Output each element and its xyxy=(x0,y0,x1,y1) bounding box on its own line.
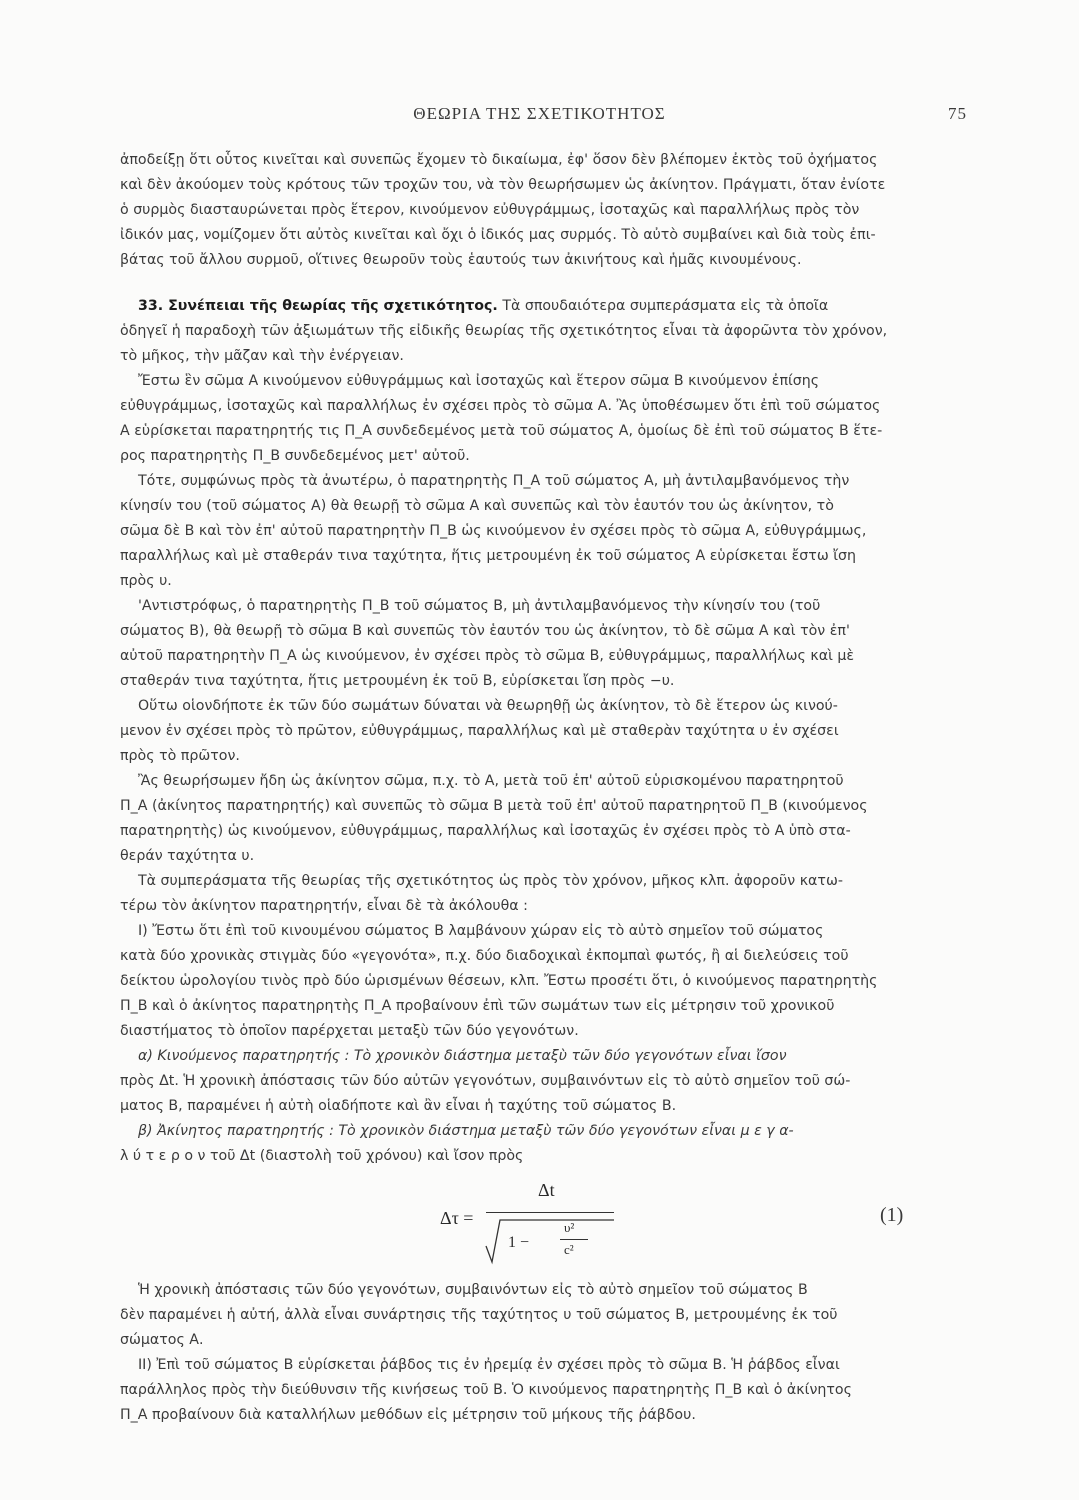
text-line: διαστήματος τὸ ὁποῖον παρέρχεται μεταξὺ τῶν δύο γεγονότων. xyxy=(120,1023,579,1039)
running-title: ΘΕΩΡΙΑ ΤΗΣ ΣΧΕΤΙΚΟΤΗΤΟΣ xyxy=(413,104,666,123)
sqrt-sign xyxy=(484,1216,616,1266)
formula-den-num: υ² xyxy=(564,1220,575,1235)
formula-numerator: Δt xyxy=(538,1180,555,1200)
text-line: λ ύ τ ε ρ ο ν τοῦ Δt (διαστολὴ τοῦ χρόνου) καὶ ἴσον πρὸς xyxy=(120,1148,524,1164)
formula-lhs: Δτ = xyxy=(440,1208,474,1228)
formula-den-den: c² xyxy=(564,1242,574,1257)
text-line: Ι) Ἔστω ὅτι ἐπὶ τοῦ κινουμένου σώματος Β λαμβάνουν χώραν εἰς τὸ αὐτὸ σημεῖον τοῦ σώματος xyxy=(138,923,824,939)
text-line: ΙΙ) Ἐπὶ τοῦ σώματος Β εὑρίσκεται ῥάβδος τις ἐν ἠρεμίᾳ ἐν σχέσει πρὸς τὸ σῶμα Β. Ἡ ῥάβδος εἶναι xyxy=(138,1357,840,1373)
text-line: 'Αντιστρόφως, ὁ παρατηρητὴς Π_B τοῦ σώματος Β, μὴ ἀντιλαμβανόμενος τὴν κίνησίν του (τοῦ xyxy=(138,598,821,614)
text-line: κατὰ δύο χρονικὰς στιγμὰς δύο «γεγονότα», π.χ. δύο διαδοχικαὶ ἐκπομπαὶ φωτός, ἢ αἱ διελεύσεις τοῦ xyxy=(120,948,849,964)
text-line: ὁδηγεῖ ἡ παραδοχὴ τῶν ἀξιωμάτων τῆς εἰδικῆς θεωρίας τῆς σχετικότητος εἶναι τὰ ἀφορῶντα τὸν χρόνον, xyxy=(120,323,888,339)
text-line: παρατηρητὴς) ὡς κινούμενον, εὐθυγράμμως, παραλλήλως καὶ ἰσοταχῶς ἐν σχέσει πρὸς τὸ Α ὑπὸ στα- xyxy=(120,823,851,839)
text-line: δείκτου ὡρολογίου τινὸς πρὸ δύο ὡρισμένων θέσεων, κλπ. Ἔστω προσέτι ὅτι, ὁ κινούμενος παρατηρητὴς xyxy=(120,973,878,989)
text-line: καὶ δὲν ἀκούομεν τοὺς κρότους τῶν τροχῶν του, νὰ τὸν θεωρήσωμεν ὡς ἀκίνητον. Πράγματι, ὅταν ἐνίοτε xyxy=(120,177,886,193)
text-line: ἀποδείξῃ ὅτι οὗτος κινεῖται καὶ συνεπῶς ἔχομεν τὸ δικαίωμα, ἐφ' ὅσον δὲν βλέπομεν ἐκτὸς τοῦ ὀχήματος xyxy=(120,152,878,168)
text-line: Τὰ σπουδαιότερα συμπεράσματα εἰς τὰ ὁποῖα xyxy=(502,298,829,314)
text-line: μενον ἐν σχέσει πρὸς τὸ πρῶτον, εὐθυγράμμως, παραλλήλως καὶ μὲ σταθερὰν ταχύτητα υ ἐν σχέσει xyxy=(120,723,839,739)
text-line: εὐθυγράμμως, ἰσοταχῶς καὶ παραλλήλως ἐν σχέσει πρὸς τὸ σῶμα Α. Ἂς ὑποθέσωμεν ὅτι ἐπὶ τοῦ σώματος xyxy=(120,398,881,414)
text-line: πρὸς υ. xyxy=(120,573,172,589)
text-line: κίνησίν του (τοῦ σώματος Α) θὰ θεωρῇ τὸ σῶμα Α καὶ συνεπῶς καὶ τὸν ἑαυτόν του ὡς ἀκίνητον, τὸ xyxy=(120,498,834,514)
text-line: Ἔστω ἓν σῶμα Α κινούμενον εὐθυγράμμως καὶ ἰσοταχῶς καὶ ἕτερον σῶμα Β κινούμενον ἐπίσης xyxy=(138,373,820,389)
inner-fraction-bar xyxy=(560,1239,588,1240)
text-line: β) Ἀκίνητος παρατηρητής : Τὸ χρονικὸν διάστημα μεταξὺ τῶν δύο γεγονότων εἶναι μ ε γ α- xyxy=(138,1123,794,1139)
text-line: ὁ συρμὸς διασταυρώνεται πρὸς ἕτερον, κινούμενον εὐθυγράμμως, ἰσοταχῶς καὶ παραλλήλως πρὸς τὸν xyxy=(120,202,860,218)
formula-den-one: 1 − xyxy=(508,1234,530,1251)
text-line: αὐτοῦ παρατηρητὴν Π_A ὡς κινούμενον, ἐν σχέσει πρὸς τὸ σῶμα Β, εὐθυγράμμως, παραλλήλως καὶ μὲ xyxy=(120,648,855,664)
text-line: Ἡ χρονικὴ ἀπόστασις τῶν δύο γεγονότων, συμβαινόντων εἰς τὸ αὐτὸ σημεῖον τοῦ σώματος Β xyxy=(138,1282,808,1298)
text-line: τὸ μῆκος, τὴν μᾶζαν καὶ τὴν ἐνέργειαν. xyxy=(120,348,404,364)
text-line: πρὸς τὸ πρῶτον. xyxy=(120,748,240,764)
text-line: Π_A προβαίνουν διὰ καταλλήλων μεθόδων εἰς μέτρησιν τοῦ μήκους τῆς ῥάβδου. xyxy=(120,1407,696,1423)
text-line: τέρω τὸν ἀκίνητον παρατηρητήν, εἶναι δὲ τὰ ἀκόλουθα : xyxy=(120,898,528,914)
text-line: ρος παρατηρητὴς Π_B συνδεδεμένος μετ' αὐτοῦ. xyxy=(120,448,470,464)
running-header xyxy=(120,104,967,128)
text-line: Οὕτω οἱονδήποτε ἐκ τῶν δύο σωμάτων δύναται νὰ θεωρηθῇ ὡς ἀκίνητον, τὸ δὲ ἕτερον ὡς κινού- xyxy=(138,698,838,714)
text-line: Π_B καὶ ὁ ἀκίνητος παρατηρητὴς Π_A προβαίνουν ἐπὶ τῶν σωμάτων των εἰς μέτρησιν τοῦ χρονικοῦ xyxy=(120,998,835,1014)
text-line: Τότε, συμφώνως πρὸς τὰ ἀνωτέρω, ὁ παρατηρητὴς Π_A τοῦ σώματος Α, μὴ ἀντιλαμβανόμενος τὴν xyxy=(138,473,850,489)
equation-number: (1) xyxy=(880,1204,904,1226)
equation-dilation xyxy=(430,1172,630,1262)
text-line: πρὸς Δt. Ἡ χρονικὴ ἀπόστασις τῶν δύο αὐτῶν γεγονότων, συμβαινόντων εἰς τὸ αὐτὸ σημεῖον τοῦ σώ- xyxy=(120,1073,851,1089)
text-line: δὲν παραμένει ἡ αὐτή, ἀλλὰ εἶναι συνάρτησις τῆς ταχύτητος υ τοῦ σώματος Β, μετρουμένης ἐκ τοῦ xyxy=(120,1307,838,1323)
text-line: σώματος Α. xyxy=(120,1332,204,1348)
text-line: α) Κινούμενος παρατηρητής : Τὸ χρονικὸν διάστημα μεταξὺ τῶν δύο γεγονότων εἶναι ἴσον xyxy=(138,1048,787,1064)
section-line xyxy=(120,296,960,318)
text-line: Τὰ συμπεράσματα τῆς θεωρίας τῆς σχετικότητος ὡς πρὸς τὸν χρόνον, μῆκος κλπ. ἀφοροῦν κατω- xyxy=(138,873,843,889)
text-line: Α εὑρίσκεται παρατηρητής τις Π_A συνδεδεμένος μετὰ τοῦ σώματος Α, ὁμοίως δὲ ἐπὶ τοῦ σώματος Β ἕτε- xyxy=(120,423,883,439)
text-line: σώματος Β), θὰ θεωρῇ τὸ σῶμα Β καὶ συνεπῶς τὸν ἑαυτόν του ὡς ἀκίνητον, τὸ δὲ σῶμα Α καὶ τὸν ἐπ' xyxy=(120,623,850,639)
text-line: Ἂς θεωρήσωμεν ἤδη ὡς ἀκίνητον σῶμα, π.χ. τὸ Α, μετὰ τοῦ ἐπ' αὐτοῦ εὑρισκομένου παρατηρητοῦ xyxy=(138,773,844,789)
text-line: παράλληλος πρὸς τὴν διεύθυνσιν τῆς κινήσεως τοῦ Β. Ὁ κινούμενος παρατηρητὴς Π_B καὶ ὁ ἀκίνητος xyxy=(120,1382,852,1398)
page-number: 75 xyxy=(948,104,967,123)
section-heading: 33. Συνέπειαι τῆς θεωρίας τῆς σχετικότητος. xyxy=(138,298,498,314)
text-line: ἰδικόν μας, νομίζομεν ὅτι αὐτὸς κινεῖται καὶ ὄχι ὁ ἰδικός μας συρμός. Τὸ αὐτὸ συμβαίνει καὶ διὰ τοὺς ἐπι- xyxy=(120,227,876,243)
text-line: βάτας τοῦ ἄλλου συρμοῦ, οἵτινες θεωροῦν τοὺς ἑαυτούς των ἀκινήτους καὶ ἡμᾶς κινουμένους. xyxy=(120,252,802,268)
text-line: παραλλήλως καὶ μὲ σταθεράν τινα ταχύτητα, ἥτις μετρουμένη ἐκ τοῦ σώματος Α εὑρίσκεται ἔστω ἴση xyxy=(120,548,856,564)
text-line: ματος Β, παραμένει ἡ αὐτὴ οἱαδήποτε καὶ ἂν εἶναι ἡ ταχύτης τοῦ σώματος Β. xyxy=(120,1098,677,1114)
text-line: σῶμα δὲ Β καὶ τὸν ἐπ' αὐτοῦ παρατηρητὴν Π_B ὡς κινούμενον ἐν σχέσει πρὸς τὸ σῶμα Α, εὐθυγράμμως, xyxy=(120,523,867,539)
fraction-bar xyxy=(486,1212,614,1213)
text-line: θεράν ταχύτητα υ. xyxy=(120,848,255,864)
text-line: Π_A (ἀκίνητος παρατηρητής) καὶ συνεπῶς τὸ σῶμα Β μετὰ τοῦ ἐπ' αὐτοῦ παρατηρητοῦ Π_B (κινούμενος xyxy=(120,798,868,814)
text-line: σταθεράν τινα ταχύτητα, ἥτις μετρουμένη ἐκ τοῦ Β, εὑρίσκεται ἴση πρὸς −υ. xyxy=(120,673,675,689)
